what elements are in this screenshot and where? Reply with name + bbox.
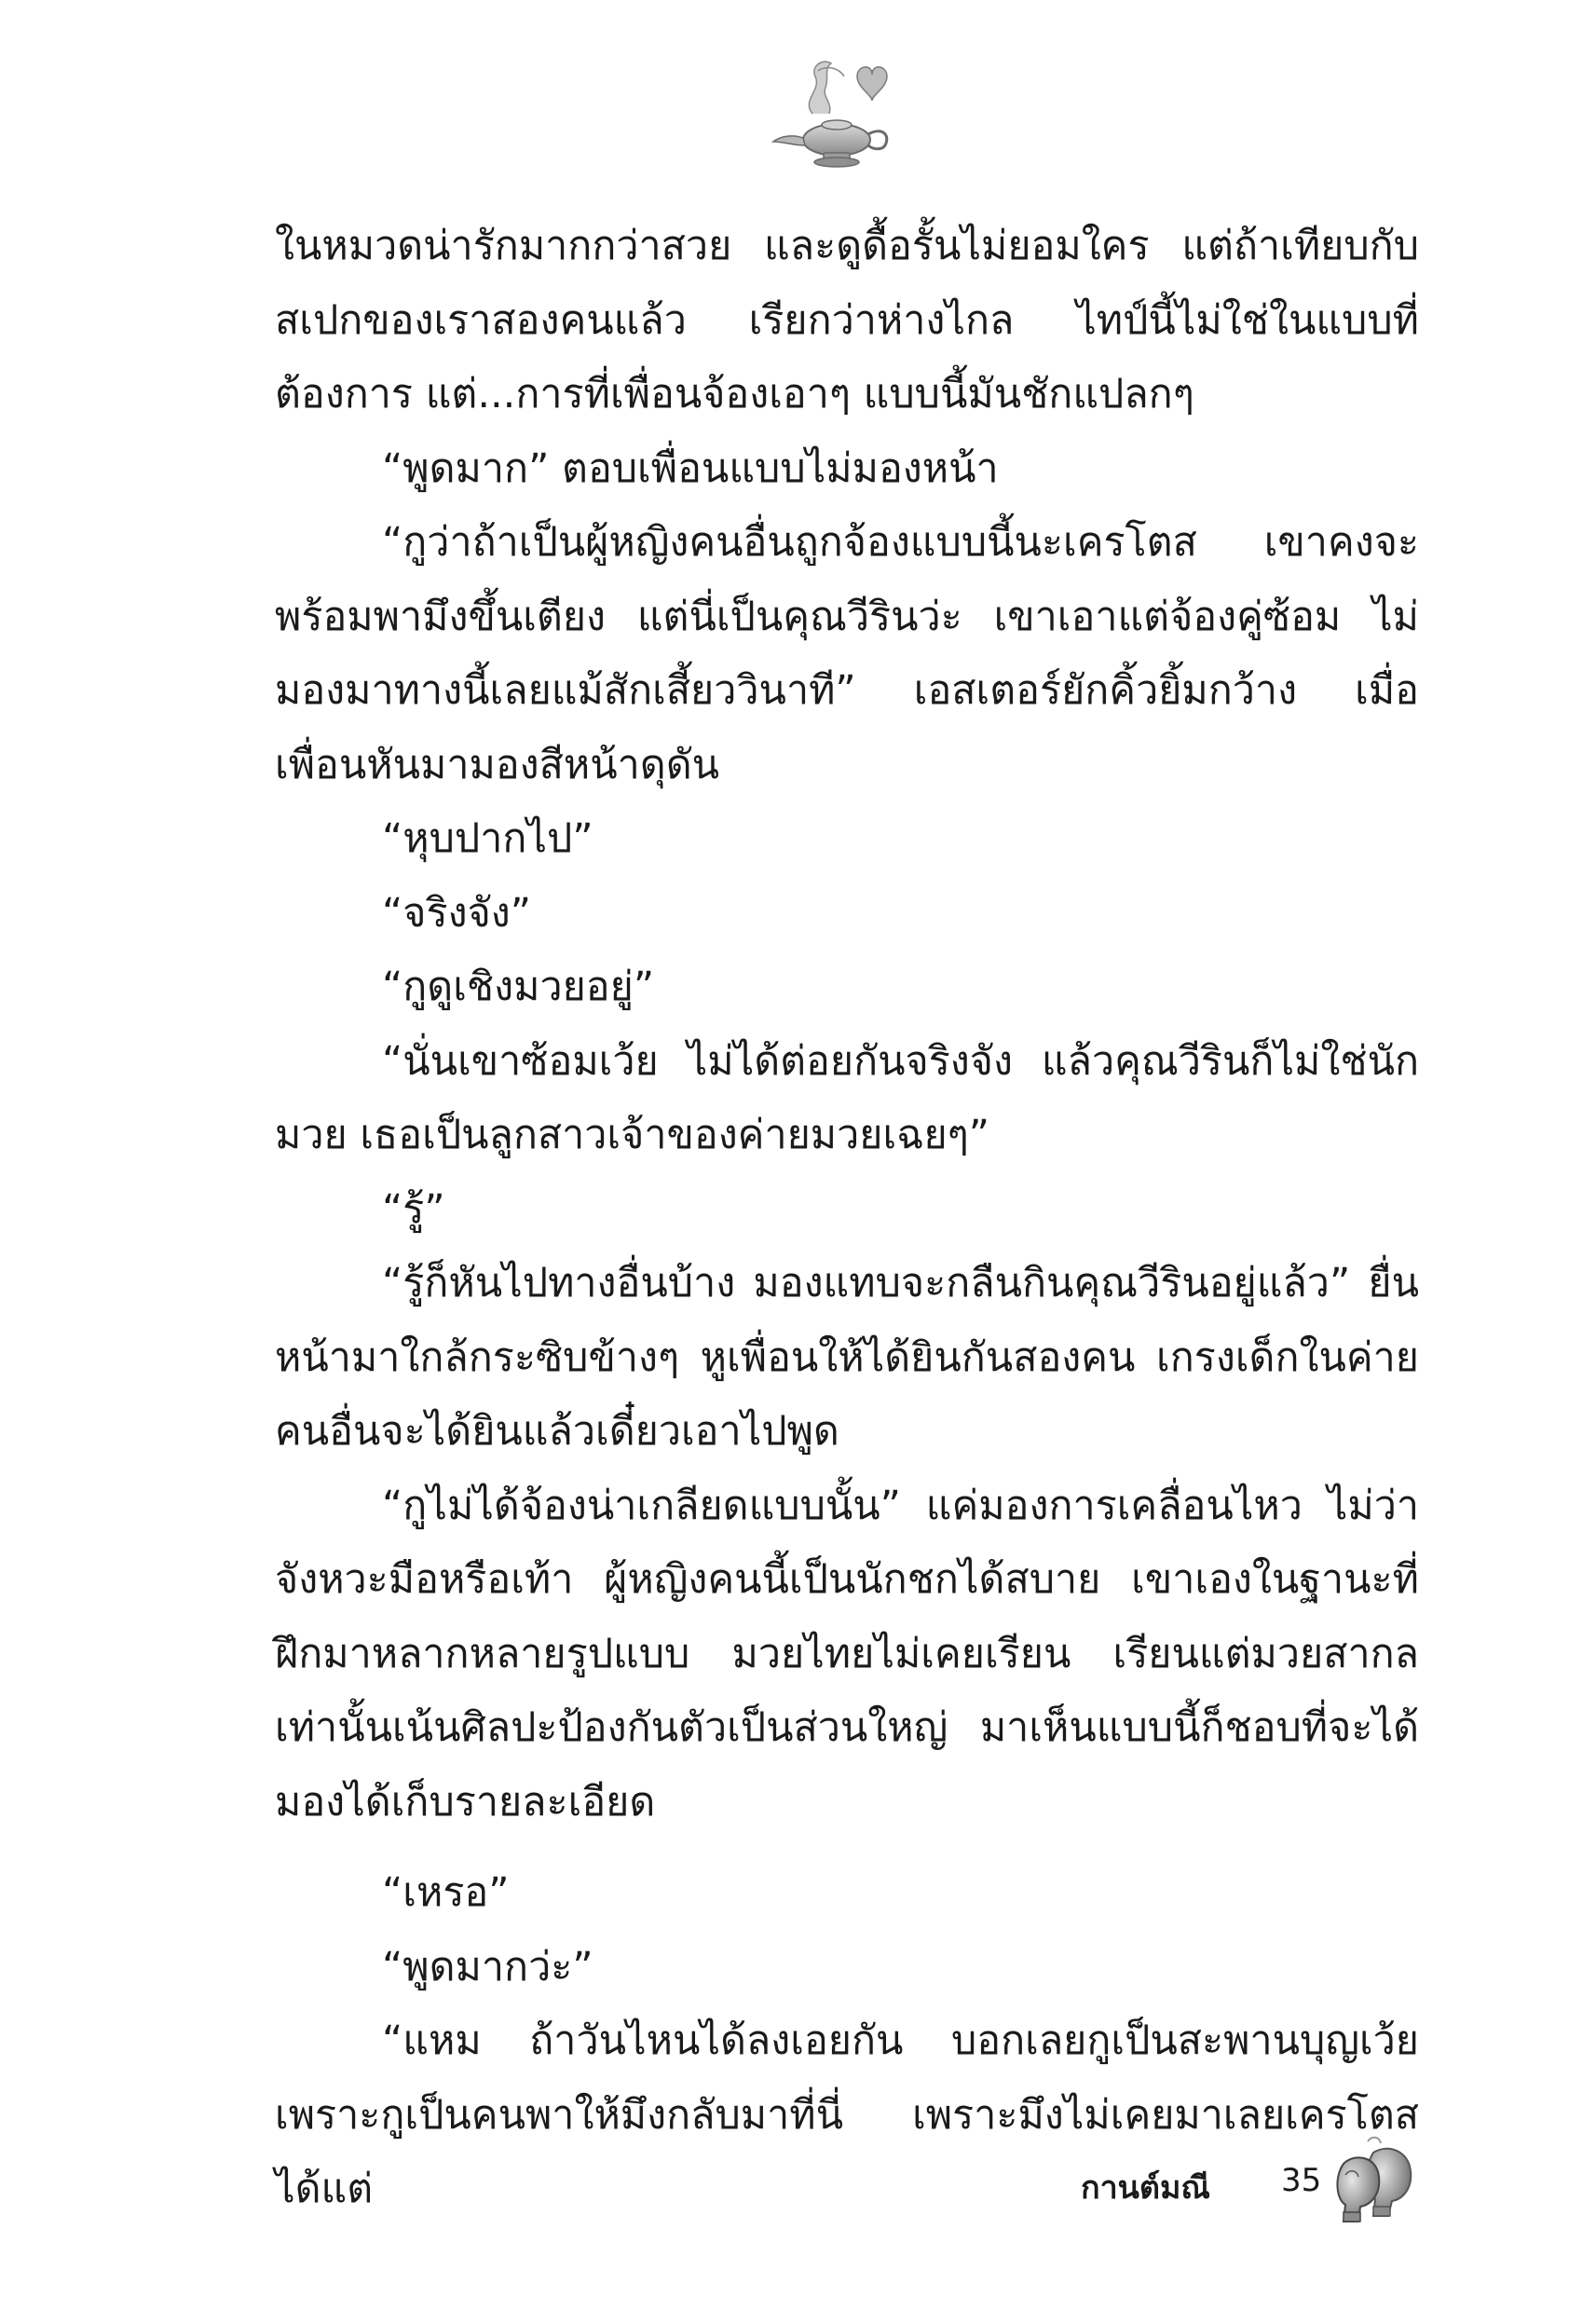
- paragraph: “กูไม่ได้จ้องน่าเกลียดแบบนั้น” แค่มองการเคลื่อนไหว ไม่ว่าจังหวะมือหรือเท้า ผู้หญิงคนนี้เป็นนักชกได้สบาย เขาเองในฐานะที่ฝึกมาหลากหลายรูปแบบ มวยไทยไม่เคยเรียน เรียนแต่มวยสากลเท่านั้นเน้นศิลปะป้องกันตัวเป็นส่วนใหญ่ มาเห็นแบบนี้ก็ชอบที่จะได้มองได้เก็บรายละเอียด: [275, 1482, 1419, 1826]
- paragraph: “กูว่าถ้าเป็นผู้หญิงคนอื่นถูกจ้องแบบนี้นะเครโตส เขาคงจะพร้อมพามึงขึ้นเตียง แต่นี่เป็นคุณวีรินว่ะ เขาเอาแต่จ้องคู่ซ้อม ไม่มองมาทางนี้เลยแม้สักเสี้ยววินาที” เอสเตอร์ยักคิ้วยิ้มกว้าง เมื่อเพื่อนหันมามองสีหน้าดุดัน: [275, 519, 1419, 788]
- paragraph: “รู้”: [382, 1185, 445, 1233]
- boxing-gloves-icon: [1332, 2134, 1421, 2227]
- body-text: [275, 210, 1419, 2227]
- paragraph: “หุบปากไป”: [382, 815, 593, 862]
- paragraph: “รู้ก็หันไปทางอื่นบ้าง มองแทบจะกลืนกินคุณวีรินอยู่แล้ว” ยื่นหน้ามาใกล้กระซิบข้างๆ หูเพื่อนให้ได้ยินกันสองคน เกรงเด็กในค่ายคนอื่นจะได้ยินแล้วเดี๋ยวเอาไปพูด: [275, 1260, 1419, 1455]
- paragraph: “จริงจัง”: [382, 889, 532, 937]
- paragraph: “เหรอ”: [382, 1869, 510, 1916]
- paragraph: “พูดมาก” ตอบเพื่อนแบบไม่มองหน้า: [382, 444, 999, 492]
- genie-lamp-icon: [764, 48, 904, 174]
- page-footer: [1053, 2134, 1463, 2236]
- paragraph: “แหม ถ้าวันไหนได้ลงเอยกัน บอกเลยกูเป็นสะพานบุญเว้ย เพราะกูเป็นคนพาให้มึงกลับมาที่นี่ เพราะมึงไม่เคยมาเลยเครโตส ได้แต่: [275, 2017, 1419, 2212]
- page-number: 35: [1281, 2162, 1322, 2199]
- paragraph: “นั่นเขาซ้อมเว้ย ไม่ได้ต่อยกันจริงจัง แล้วคุณวีรินก็ไม่ใช่นักมวย เธอเป็นลูกสาวเจ้าของค่ายมวยเฉยๆ”: [275, 1037, 1419, 1158]
- paragraph: “กูดูเชิงมวยอยู่”: [382, 964, 655, 1010]
- paragraph: ในหมวดน่ารักมากกว่าสวย และดูดื้อรั้นไม่ยอมใคร แต่ถ้าเทียบกับสเปกของเราสองคนแล้ว เรียกว่าห่างไกล ไทป์นี้ไม่ใช่ในแบบที่ต้องการ แต่...การที่เพื่อนจ้องเอาๆ แบบนี้มันชักแปลกๆ: [275, 223, 1419, 417]
- paragraph: “พูดมากว่ะ”: [382, 1943, 593, 1990]
- author-name: กานต์มณี: [1081, 2169, 1210, 2207]
